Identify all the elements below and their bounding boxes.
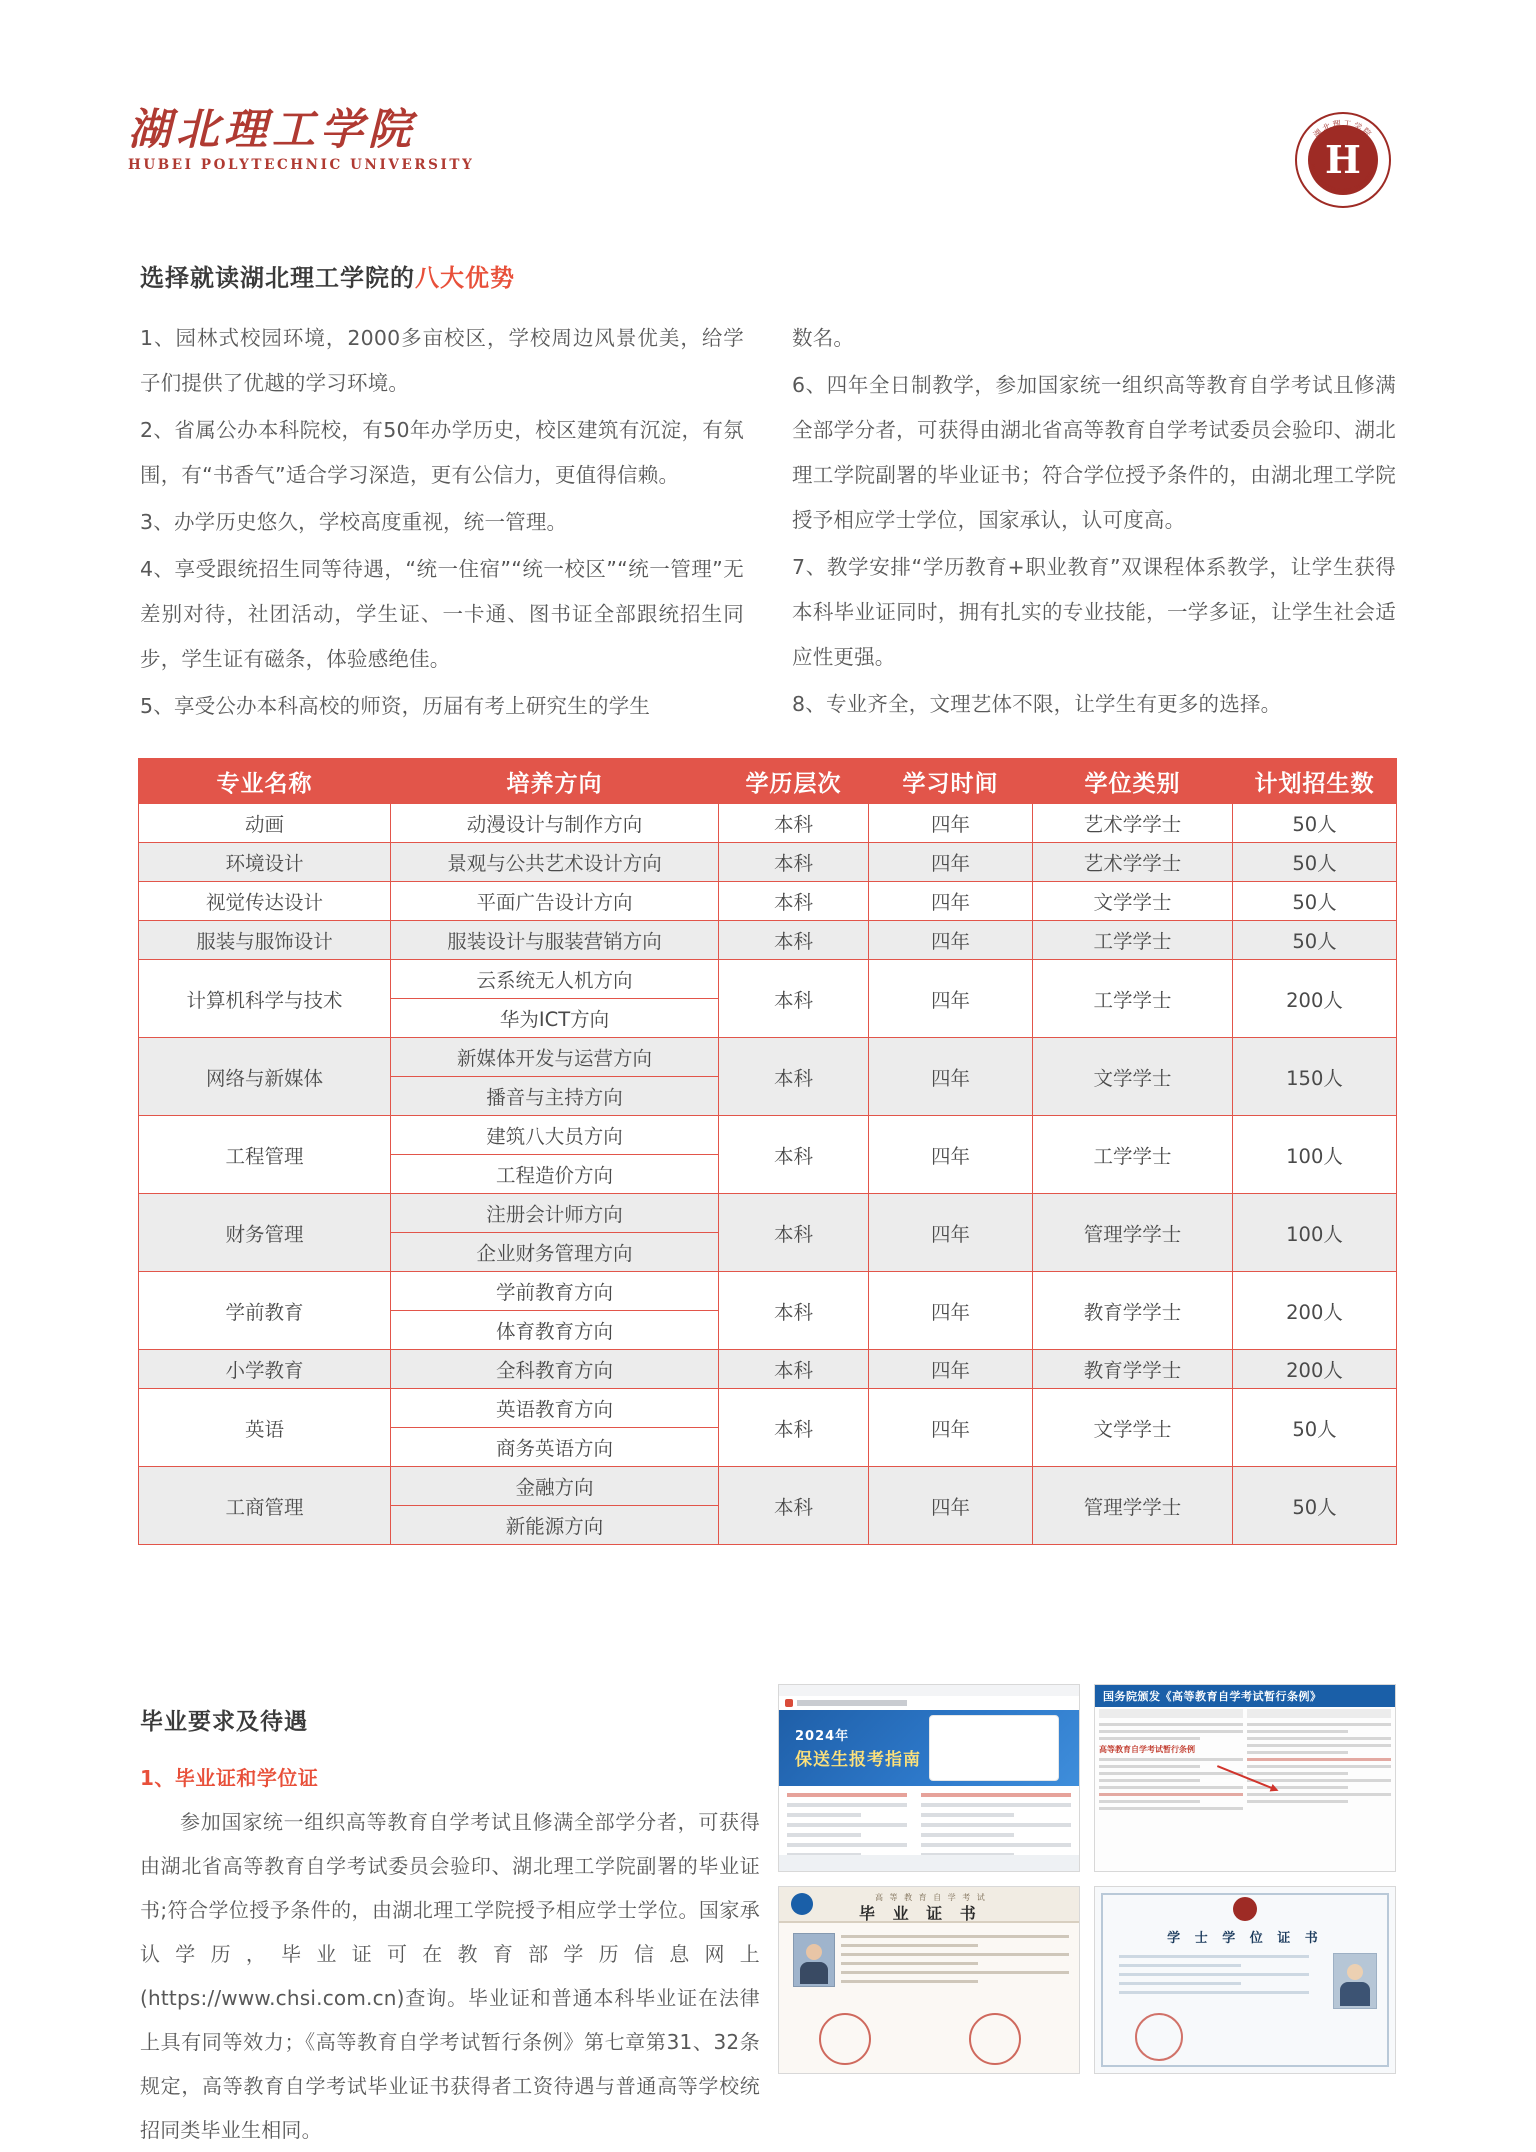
cell-level: 本科 bbox=[719, 843, 869, 882]
cell-degree: 艺术学学士 bbox=[1033, 843, 1233, 882]
policy-band bbox=[1095, 1685, 1395, 1707]
svg-text:湖北理工学院: 湖北理工学院 bbox=[1311, 118, 1375, 140]
cell-degree: 文学学士 bbox=[1033, 1389, 1233, 1467]
cell-major: 财务管理 bbox=[139, 1194, 391, 1272]
degree-stamp-icon bbox=[1135, 2013, 1183, 2061]
cell-level: 本科 bbox=[719, 921, 869, 960]
cell-level: 本科 bbox=[719, 1389, 869, 1467]
cell-level: 本科 bbox=[719, 1038, 869, 1116]
advantage-item: 5、享受公办本科高校的师资，历届有考上研究生的学生 bbox=[140, 694, 651, 718]
cell-degree: 文学学士 bbox=[1033, 882, 1233, 921]
col-header-level: 学历层次 bbox=[719, 759, 869, 804]
cell-level: 本科 bbox=[719, 1467, 869, 1545]
table-row bbox=[139, 843, 1397, 882]
table-header-row bbox=[139, 759, 1397, 804]
certificate-stamp-a-icon bbox=[819, 2013, 871, 2065]
cell-degree: 管理学学士 bbox=[1033, 1467, 1233, 1545]
certificate-portrait bbox=[793, 1933, 835, 1987]
table-row bbox=[139, 1116, 1397, 1155]
cell-degree: 艺术学学士 bbox=[1033, 804, 1233, 843]
emblem-disc bbox=[1308, 125, 1378, 195]
university-emblem-icon bbox=[1295, 112, 1391, 208]
certificate-text-lines bbox=[841, 1935, 1069, 1989]
site-nav-title bbox=[797, 1700, 907, 1706]
advantage-item: 3、办学历史悠久，学校高度重视，统一管理。 bbox=[140, 510, 568, 534]
certificate-title-label: 毕 业 证 书 bbox=[859, 1904, 982, 1923]
cell-major: 环境设计 bbox=[139, 843, 391, 882]
advantage-item: 6、四年全日制教学，参加国家统一组织高等教育自学考试且修满全部学分者，可获得由湖北省高等教育自学考试委员会验印、湖北理工学院副署的毕业证书；符合学位授予条件的，由湖北理工学院授予相应学士学位，国家承认，认可度高。 bbox=[792, 373, 1396, 532]
hero-year-label: 2024年 bbox=[795, 1729, 850, 1744]
cell-duration: 四年 bbox=[869, 843, 1033, 882]
advantage-item: 8、专业齐全，文理艺体不限，让学生有更多的选择。 bbox=[792, 692, 1282, 716]
cell-degree: 工学学士 bbox=[1033, 921, 1233, 960]
certificate-seal-icon bbox=[791, 1893, 813, 1915]
policy-band-title: 国务院颁发《高等教育自学考试暂行条例》 bbox=[1103, 1690, 1322, 1703]
table-row bbox=[139, 1272, 1397, 1311]
photo-degree-certificate bbox=[1094, 1886, 1396, 2074]
cell-degree: 教育学学士 bbox=[1033, 1350, 1233, 1389]
cell-degree: 工学学士 bbox=[1033, 960, 1233, 1038]
cell-direction: 动漫设计与制作方向 bbox=[391, 804, 719, 843]
cell-major: 工商管理 bbox=[139, 1467, 391, 1545]
advantages-heading-plain: 选择就读湖北理工学院的 bbox=[140, 264, 415, 292]
policy-section-title: 高等教育自学考试暂行条例 bbox=[1099, 1745, 1195, 1754]
cell-quota: 100人 bbox=[1233, 1116, 1397, 1194]
col-header-direction: 培养方向 bbox=[391, 759, 719, 804]
cell-direction: 商务英语方向 bbox=[391, 1428, 719, 1467]
graduation-paragraph: 参加国家统一组织高等教育自学考试且修满全部学分者，可获得由湖北省高等教育自学考试委员会验印、湖北理工学院副署的毕业证书;符合学位授予条件的，由湖北理工学院授予相应学士学位。国家承认学历，毕业证可在教育部学历信息网上(https://www.chsi.com.cn)查询。毕业证和普通本科毕业证在法律上具有同等效力；《高等教育自学考试暂行条例》第七章第31、32条规定，高等教育自学考试毕业证书获得者工资待遇与普通高等学校统招同类毕业生相同。 bbox=[140, 1810, 760, 2142]
cell-quota: 200人 bbox=[1233, 1272, 1397, 1350]
table-row bbox=[139, 882, 1397, 921]
cell-major: 网络与新媒体 bbox=[139, 1038, 391, 1116]
table-row bbox=[139, 804, 1397, 843]
hero-card bbox=[929, 1715, 1059, 1781]
cell-degree: 管理学学士 bbox=[1033, 1194, 1233, 1272]
cell-quota: 50人 bbox=[1233, 882, 1397, 921]
cell-quota: 200人 bbox=[1233, 960, 1397, 1038]
cell-direction: 平面广告设计方向 bbox=[391, 882, 719, 921]
cell-direction: 全科教育方向 bbox=[391, 1350, 719, 1389]
page-header bbox=[0, 0, 1536, 200]
table-header bbox=[139, 759, 1397, 804]
table-row bbox=[139, 921, 1397, 960]
advantage-item: 7、教学安排“学历教育+职业教育”双课程体系教学，让学生获得本科毕业证同时，拥有扎实的专业技能，一学多证，让学生社会适应性更强。 bbox=[792, 555, 1396, 669]
photo-grid bbox=[778, 1684, 1396, 2104]
cell-direction: 英语教育方向 bbox=[391, 1389, 719, 1428]
photo-graduation-certificate bbox=[778, 1886, 1080, 2074]
cell-quota: 50人 bbox=[1233, 804, 1397, 843]
cell-major: 视觉传达设计 bbox=[139, 882, 391, 921]
cell-quota: 200人 bbox=[1233, 1350, 1397, 1389]
cell-duration: 四年 bbox=[869, 1116, 1033, 1194]
cell-duration: 四年 bbox=[869, 882, 1033, 921]
degree-crest-icon bbox=[1233, 1897, 1257, 1921]
cell-quota: 150人 bbox=[1233, 1038, 1397, 1116]
col-header-duration: 学习时间 bbox=[869, 759, 1033, 804]
site-logo-icon bbox=[785, 1699, 793, 1707]
cell-degree: 教育学学士 bbox=[1033, 1272, 1233, 1350]
advantages-columns bbox=[140, 316, 1396, 731]
col-header-degree: 学位类别 bbox=[1033, 759, 1233, 804]
certificate-stamp-b-icon bbox=[969, 2013, 1021, 2065]
cell-major: 小学教育 bbox=[139, 1350, 391, 1389]
cell-direction: 云系统无人机方向 bbox=[391, 960, 719, 999]
cell-level: 本科 bbox=[719, 1116, 869, 1194]
logo-chinese-name: 湖北理工学院 bbox=[128, 105, 416, 155]
cell-duration: 四年 bbox=[869, 1467, 1033, 1545]
cell-quota: 50人 bbox=[1233, 1389, 1397, 1467]
table-row bbox=[139, 1389, 1397, 1428]
cell-direction: 体育教育方向 bbox=[391, 1311, 719, 1350]
advantage-item: 数名。 bbox=[792, 326, 855, 350]
content-column-left bbox=[787, 1793, 907, 1863]
cell-duration: 四年 bbox=[869, 804, 1033, 843]
photo-website-screenshot bbox=[778, 1684, 1080, 1872]
cell-direction: 服装设计与服装营销方向 bbox=[391, 921, 719, 960]
emblem-monogram: H bbox=[1325, 137, 1361, 182]
cell-duration: 四年 bbox=[869, 921, 1033, 960]
cell-quota: 50人 bbox=[1233, 1467, 1397, 1545]
hero-title-label: 保送生报考指南 bbox=[795, 1750, 921, 1770]
cell-direction: 金融方向 bbox=[391, 1467, 719, 1506]
graduation-heading: 毕业要求及待遇 bbox=[140, 1709, 308, 1735]
logo-english-name: HUBEI POLYTECHNIC UNIVERSITY bbox=[128, 157, 475, 174]
university-logo bbox=[128, 105, 475, 174]
cell-major: 服装与服饰设计 bbox=[139, 921, 391, 960]
degree-title-label: 学 士 学 位 证 书 bbox=[1167, 1931, 1323, 1946]
photo-policy-document bbox=[1094, 1684, 1396, 1872]
cell-direction: 景观与公共艺术设计方向 bbox=[391, 843, 719, 882]
advantages-right-column bbox=[792, 316, 1396, 731]
advantage-item: 2、省属公办本科院校，有50年办学历史，校区建筑有沉淀，有氛围，有“书香气”适合学习深造，更有公信力，更值得信赖。 bbox=[140, 418, 744, 487]
cell-major: 学前教育 bbox=[139, 1272, 391, 1350]
cell-direction: 播音与主持方向 bbox=[391, 1077, 719, 1116]
cell-quota: 50人 bbox=[1233, 921, 1397, 960]
cell-quota: 50人 bbox=[1233, 843, 1397, 882]
degree-text-lines bbox=[1119, 1955, 1309, 2000]
advantages-left-column bbox=[140, 316, 744, 731]
certificate-org-label: 高 等 教 育 自 学 考 试 bbox=[875, 1893, 987, 1902]
cell-major: 计算机科学与技术 bbox=[139, 960, 391, 1038]
cell-level: 本科 bbox=[719, 804, 869, 843]
advantages-heading bbox=[140, 258, 515, 293]
policy-left-page bbox=[1099, 1709, 1243, 1814]
cell-duration: 四年 bbox=[869, 1272, 1033, 1350]
cell-degree: 文学学士 bbox=[1033, 1038, 1233, 1116]
degree-portrait bbox=[1333, 1953, 1377, 2009]
cell-duration: 四年 bbox=[869, 1038, 1033, 1116]
cell-level: 本科 bbox=[719, 960, 869, 1038]
cell-direction: 注册会计师方向 bbox=[391, 1194, 719, 1233]
cell-degree: 工学学士 bbox=[1033, 1116, 1233, 1194]
content-column-right bbox=[921, 1793, 1071, 1863]
graduation-body bbox=[140, 1800, 760, 2152]
cell-major: 动画 bbox=[139, 804, 391, 843]
policy-right-page bbox=[1247, 1709, 1391, 1807]
table-row bbox=[139, 1350, 1397, 1389]
cell-direction: 建筑八大员方向 bbox=[391, 1116, 719, 1155]
major-enrollment-table bbox=[138, 758, 1397, 1545]
cell-level: 本科 bbox=[719, 882, 869, 921]
table-row bbox=[139, 960, 1397, 999]
cell-level: 本科 bbox=[719, 1272, 869, 1350]
cell-direction: 企业财务管理方向 bbox=[391, 1233, 719, 1272]
cell-direction: 工程造价方向 bbox=[391, 1155, 719, 1194]
cell-level: 本科 bbox=[719, 1194, 869, 1272]
cell-direction: 华为ICT方向 bbox=[391, 999, 719, 1038]
cell-quota: 100人 bbox=[1233, 1194, 1397, 1272]
advantage-item: 1、园林式校园环境，2000多亩校区，学校周边风景优美，给学子们提供了优越的学习环境。 bbox=[140, 326, 744, 395]
cell-duration: 四年 bbox=[869, 1194, 1033, 1272]
cell-direction: 学前教育方向 bbox=[391, 1272, 719, 1311]
table-row bbox=[139, 1038, 1397, 1077]
col-header-major: 专业名称 bbox=[139, 759, 391, 804]
table-row bbox=[139, 1194, 1397, 1233]
table-row bbox=[139, 1467, 1397, 1506]
cell-duration: 四年 bbox=[869, 1350, 1033, 1389]
table-body bbox=[139, 804, 1397, 1545]
cell-duration: 四年 bbox=[869, 1389, 1033, 1467]
advantage-item: 4、享受跟统招生同等待遇，“统一住宿”“统一校区”“统一管理”无差别对待，社团活动，学生证、一卡通、图书证全部跟统招生同步，学生证有磁条，体验感绝佳。 bbox=[140, 557, 744, 671]
svg-text:HUBEI POLYTECHNIC UNIVERSITY: HUBEI POLYTECHNIC UNIVERSITY bbox=[1309, 163, 1377, 195]
graduation-subheading: 1、毕业证和学位证 bbox=[140, 1766, 319, 1790]
cell-level: 本科 bbox=[719, 1350, 869, 1389]
cell-direction: 新能源方向 bbox=[391, 1506, 719, 1545]
advantages-heading-highlight: 八大优势 bbox=[415, 264, 515, 292]
col-header-quota: 计划招生数 bbox=[1233, 759, 1397, 804]
site-footer bbox=[779, 1855, 1079, 1871]
cell-major: 工程管理 bbox=[139, 1116, 391, 1194]
cell-direction: 新媒体开发与运营方向 bbox=[391, 1038, 719, 1077]
cell-duration: 四年 bbox=[869, 960, 1033, 1038]
cell-major: 英语 bbox=[139, 1389, 391, 1467]
